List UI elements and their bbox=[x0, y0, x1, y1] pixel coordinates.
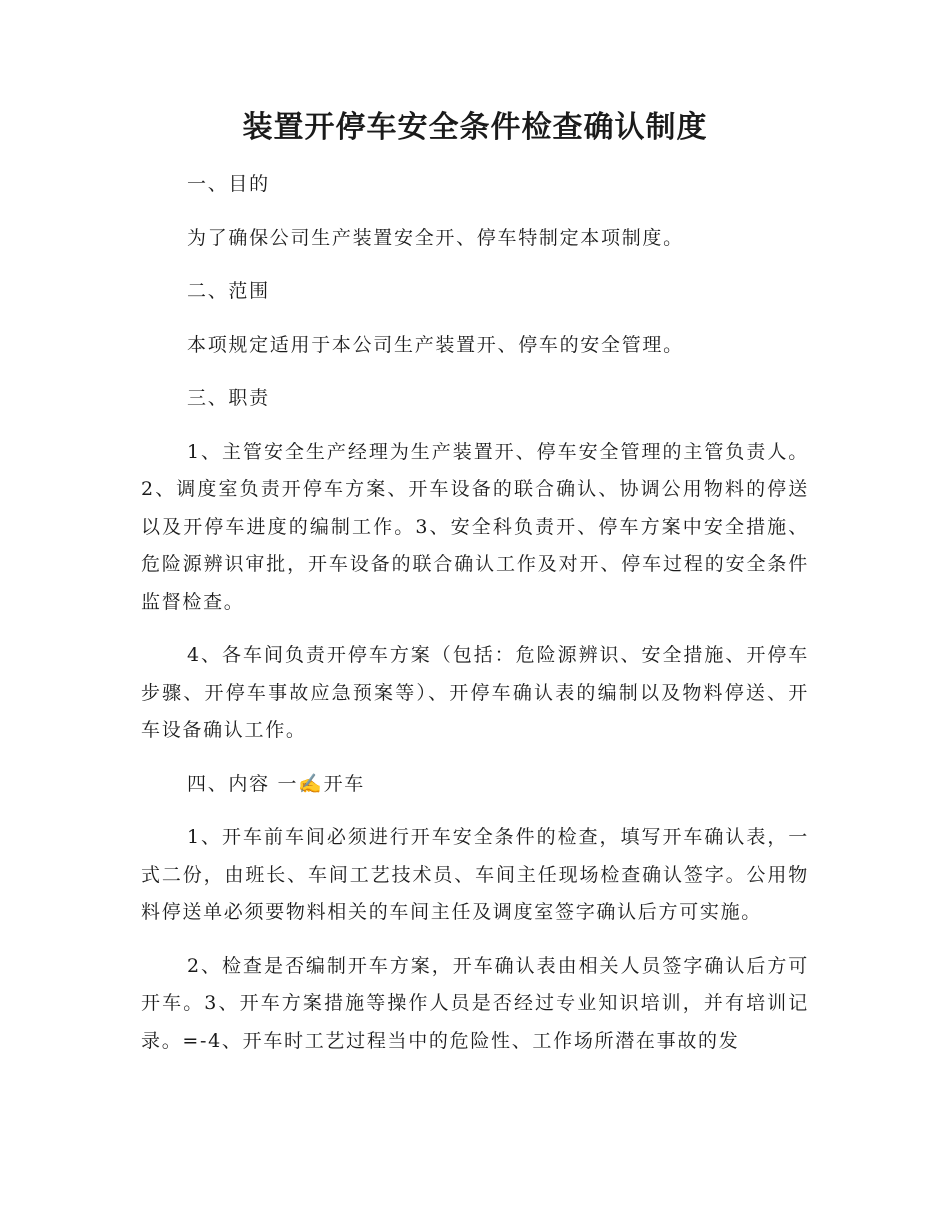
paragraph-startup-2: 2、检查是否编制开车方案，开车确认表由相关人员签字确认后方可开车。3、开车方案措施等操作人员是否经过专业知识培训，并有培训记录。=-4、开车时工艺过程当中的危险性、工作场所潜在事故的发 bbox=[141, 954, 809, 1052]
section-heading-purpose: 一、目的 bbox=[187, 173, 270, 195]
section-heading-scope: 二、范围 bbox=[187, 280, 270, 302]
paragraph-scope: 本项规定适用于本公司生产装置开、停车的安全管理。 bbox=[187, 333, 684, 356]
paragraph-responsibilities-2: 4、各车间负责开停车方案（包括：危险源辨识、安全措施、开停车步骤、开停车事故应急预案等）、开停车确认表的编制以及物料停送、开车设备确认工作。 bbox=[141, 644, 809, 741]
paragraph-responsibilities-1: 1、主管安全生产经理为生产装置开、停车安全管理的主管负责人。2、调度室负责开停车方案、开车设备的联合确认、协调公用物料的停送以及开停车进度的编制工作。3、安全科负责开、停车方案中安全措施、危险源辨识审批，开车设备的联合确认工作及对开、停车过程的安全条件监督检查。 bbox=[141, 440, 809, 613]
document-body bbox=[141, 166, 809, 1076]
document-title: 装置开停车安全条件检查确认制度 bbox=[242, 110, 708, 145]
paragraph-purpose: 为了确保公司生产装置安全开、停车特制定本项制度。 bbox=[187, 226, 684, 249]
section-heading-content: 四、内容 一✍开车 bbox=[187, 772, 365, 795]
section-heading-responsibilities: 三、职责 bbox=[187, 387, 270, 409]
paragraph-startup-1: 1、开车前车间必须进行开车安全条件的检查，填写开车确认表，一式二份，由班长、车间工艺技术员、车间主任现场检查确认签字。公用物料停送单必须要物料相关的车间主任及调度室签字确认后方可实施。 bbox=[141, 826, 809, 923]
